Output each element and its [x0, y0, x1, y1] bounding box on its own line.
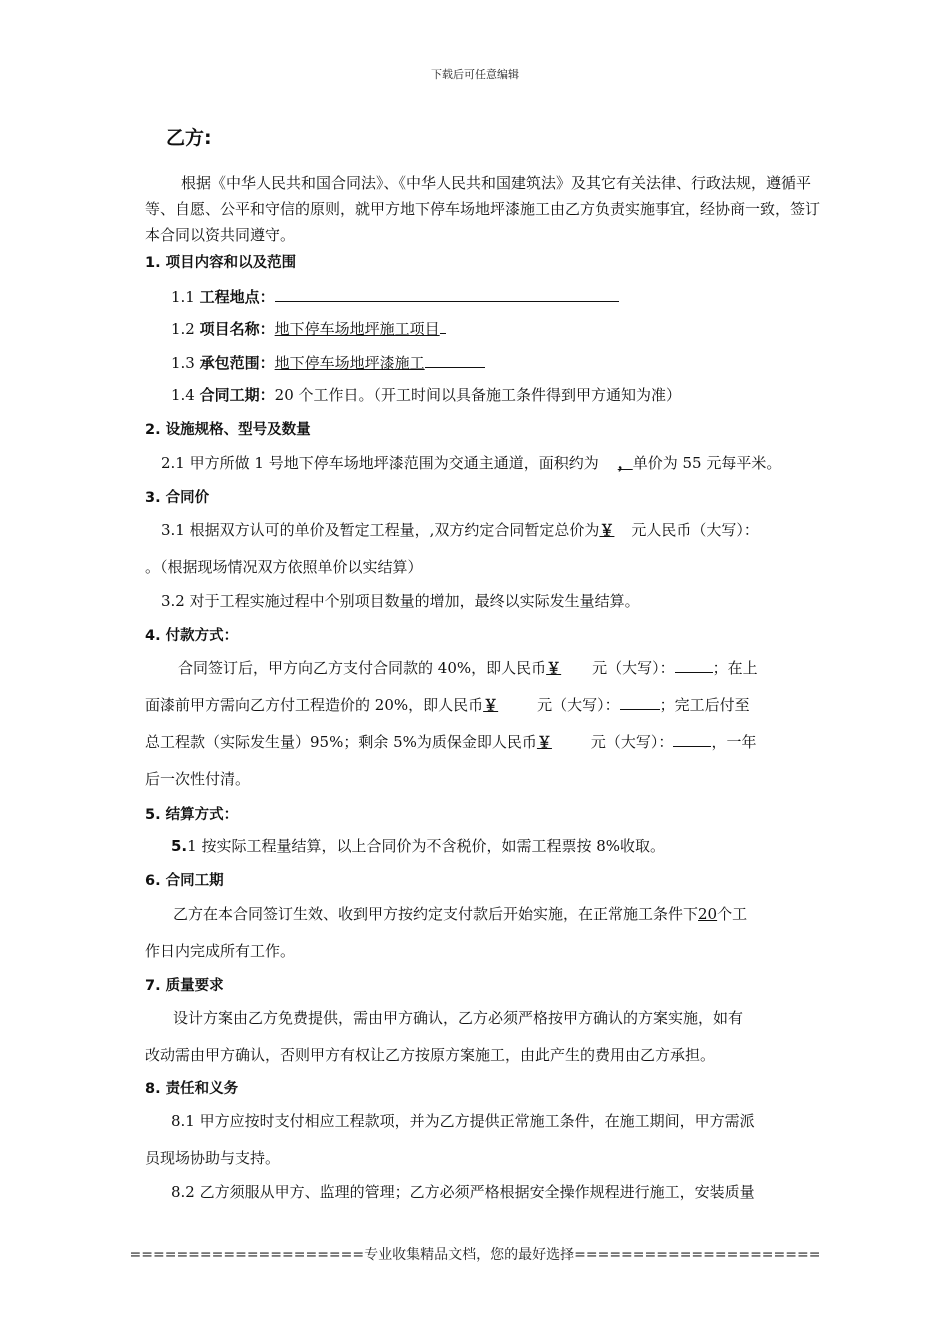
payment-1-amount-blank: ￥ — [546, 659, 562, 677]
item-3-2: 3.2 对于工程实施过程中个别项目数量的增加，最终以实际发生量结算。 — [161, 592, 640, 610]
duty-line-3: 8.2 乙方须服从甲方、监理的管理；乙方必须严格根据安全操作规程进行施工，安装质量 — [171, 1183, 755, 1201]
project-location-blank — [275, 287, 619, 302]
payment-line-1: 合同签订后，甲方向乙方支付合同款的 40%，即人民币￥ 元（大写）： ；在上 — [178, 659, 758, 677]
payment-3-amount-blank: ￥ — [536, 733, 552, 751]
item-number: 1.2 — [171, 320, 195, 338]
payment-2-amount-blank: ￥ — [483, 696, 499, 714]
section-8-heading: 8. 责任和义务 — [145, 1081, 239, 1097]
payment-3-words-blank — [673, 732, 711, 747]
duty-line-1: 8.1 甲方应按时支付相应工程款项，并为乙方提供正常施工条件，在施工期间，甲方需派 — [171, 1112, 755, 1130]
area-blank: ， — [617, 454, 633, 472]
section-2-heading: 2. 设施规格、型号及数量 — [145, 422, 311, 438]
period-line-1: 乙方在本合同签订生效、收到甲方按约定支付款后开始实施，在正常施工条件下20个工 — [173, 905, 748, 923]
project-name-label: 项目名称： — [199, 320, 275, 338]
project-location-label: 工程地点： — [199, 288, 275, 306]
item-5-1: 5.1 按实际工程量结算，以上合同价为不含税价，如需工程票按 8%收取。 — [171, 837, 666, 855]
period-days: 20 — [698, 905, 718, 923]
section-6-heading: 6. 合同工期 — [145, 873, 224, 889]
intro-paragraph: 根据《中华人民共和国合同法》、《中华人民共和国建筑法》及其它有关法律、行政法规，遵循平等、自愿、公平和守信的原则，就甲方地下停车场地坪漆施工由乙方负责实施事宜，经协商一致，签订本合同以资共同遵守。 — [145, 174, 821, 244]
payment-line-4: 后一次性付清。 — [145, 770, 251, 788]
item-1-3 — [171, 352, 485, 373]
footer-note: ====================专业收集精品文档，您的最好选择===================== — [129, 1247, 821, 1263]
payment-2-words-blank — [620, 695, 660, 710]
section-3-heading: 3. 合同价 — [145, 490, 210, 506]
project-name-value: 地下停车场地坪施工项目 — [274, 320, 440, 338]
item-number: 1.3 — [171, 354, 195, 372]
quality-line-2: 改动需由甲方确认，否则甲方有权让乙方按原方案施工，由此产生的费用由乙方承担。 — [145, 1046, 716, 1064]
period-line-2: 作日内完成所有工作。 — [145, 942, 296, 960]
total-price-blank: ￥ — [599, 521, 615, 539]
item-2-1: 2.1 甲方所做 1 号地下停车场地坪漆范围为交通主通道，面积约为 ，单价为 55 元每平米。 — [161, 454, 782, 472]
header-note: 下载后可任意编辑 — [431, 68, 519, 81]
quality-line-1: 设计方案由乙方免费提供，需由甲方确认，乙方必须严格按甲方确认的方案实施，如有 — [173, 1009, 744, 1027]
item-number: 1.4 — [171, 386, 195, 404]
item-3-1: 3.1 根据双方认可的单价及暂定工程量，,双方约定合同暂定总价为￥ 元人民币（大写）： — [161, 521, 759, 539]
payment-1-words-blank — [675, 658, 713, 673]
payment-line-2: 面漆前甲方需向乙方付工程造价的 20%，即人民币￥ 元（大写）： ；完工后付至 — [145, 696, 750, 714]
item-1-4 — [171, 384, 681, 405]
section-7-heading: 7. 质量要求 — [145, 978, 224, 994]
contract-scope-label: 承包范围： — [199, 354, 275, 372]
item-1-2 — [171, 318, 446, 339]
payment-line-3: 总工程款（实际发生量）95%；剩余 5%为质保金即人民币￥ 元（大写）： ，一年 — [145, 733, 757, 751]
item-3-1-note: 。（根据现场情况双方依照单价以实结算） — [145, 558, 423, 576]
item-number: 1.1 — [171, 288, 195, 306]
party-b-label: 乙方: — [166, 127, 212, 149]
section-4-heading: 4. 付款方式： — [145, 628, 239, 644]
section-5-heading: 5. 结算方式： — [145, 807, 239, 823]
contract-period-value: 20 个工作日。（开工时间以具备施工条件得到甲方通知为准） — [274, 386, 682, 404]
duty-line-2: 员现场协助与支持。 — [145, 1149, 281, 1167]
item-1-1 — [171, 286, 619, 307]
contract-period-label: 合同工期： — [199, 386, 275, 404]
contract-scope-value: 地下停车场地坪漆施工 — [274, 354, 425, 372]
section-1-heading: 1. 项目内容和以及范围 — [145, 255, 297, 271]
